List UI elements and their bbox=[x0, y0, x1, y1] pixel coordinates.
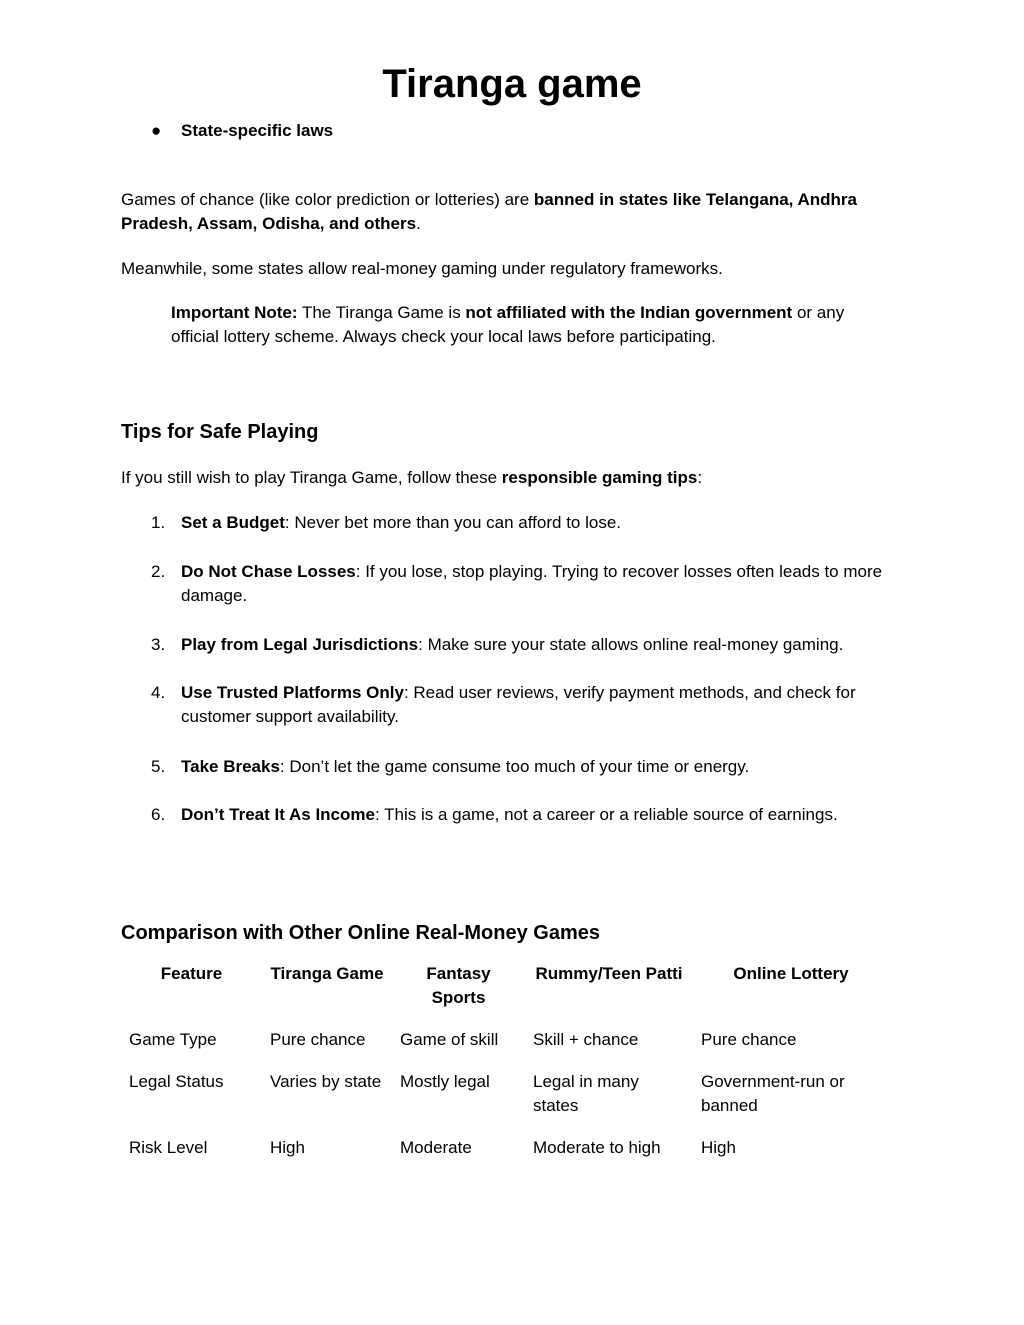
paragraph-regulatory: Meanwhile, some states allow real-money gaming under regulatory frameworks. bbox=[121, 259, 723, 278]
tips-intro-text: If you still wish to play Tiranga Game, follow these bbox=[121, 468, 502, 487]
paragraph-text: Games of chance (like color prediction or lotteries) are bbox=[121, 190, 534, 209]
list-item-text: : This is a game, not a career or a reliable source of earnings. bbox=[374, 805, 838, 824]
table-cell: Mostly legal bbox=[400, 1072, 490, 1091]
table-row bbox=[121, 1028, 889, 1070]
list-item bbox=[121, 511, 911, 535]
table-row bbox=[121, 1070, 889, 1136]
important-note bbox=[171, 301, 871, 349]
table-cell: Pure chance bbox=[270, 1030, 366, 1049]
list-number: 6. bbox=[151, 805, 166, 824]
tips-intro bbox=[121, 466, 911, 490]
note-bold: not affiliated with the Indian government bbox=[465, 303, 793, 322]
column-header: Feature bbox=[160, 964, 223, 983]
list-number: 5. bbox=[151, 757, 166, 776]
table-cell: Legal in many states bbox=[533, 1072, 639, 1115]
list-number: 3. bbox=[151, 635, 166, 654]
comparison-heading: Comparison with Other Online Real-Money Games bbox=[121, 922, 600, 944]
table-cell: Pure chance bbox=[701, 1030, 797, 1049]
column-header: Tiranga Game bbox=[270, 964, 384, 983]
bullet-item bbox=[151, 120, 333, 142]
column-header: Fantasy Sports bbox=[426, 964, 491, 1007]
list-item bbox=[121, 803, 911, 827]
note-label: Important Note: bbox=[171, 303, 298, 322]
list-number: 1. bbox=[151, 513, 166, 532]
bullet-icon: ● bbox=[151, 121, 162, 140]
list-item-text: : If you lose, stop playing. Trying to recover losses often leads to more damage. bbox=[181, 562, 883, 605]
table-cell: Legal Status bbox=[129, 1072, 224, 1091]
column-header: Rummy/Teen Patti bbox=[535, 964, 683, 983]
list-number: 2. bbox=[151, 562, 166, 581]
table-cell: Varies by state bbox=[270, 1072, 382, 1091]
table-cell: High bbox=[701, 1138, 736, 1157]
table-cell: Skill + chance bbox=[533, 1030, 639, 1049]
table-cell: Moderate bbox=[400, 1138, 472, 1157]
list-item-title: Do Not Chase Losses bbox=[181, 562, 356, 581]
paragraph-bold: banned in states like Telangana, Andhra Pradesh, Assam, Odisha, and others bbox=[121, 190, 857, 233]
table-cell: Government-run or banned bbox=[701, 1072, 845, 1115]
list-item-text: : Never bet more than you can afford to lose. bbox=[284, 513, 622, 532]
list-item-title: Play from Legal Jurisdictions bbox=[181, 635, 419, 654]
page-title: Tiranga game bbox=[382, 62, 642, 106]
list-item bbox=[121, 755, 911, 779]
list-item bbox=[121, 681, 911, 729]
table-header-row bbox=[121, 962, 889, 1028]
list-item-title: Take Breaks bbox=[181, 757, 280, 776]
list-item-title: Use Trusted Platforms Only bbox=[181, 683, 404, 702]
table-cell: Risk Level bbox=[129, 1138, 208, 1157]
list-number: 4. bbox=[151, 683, 166, 702]
table-row bbox=[121, 1136, 889, 1178]
tips-intro-bold: responsible gaming tips bbox=[501, 468, 698, 487]
bullet-label: State-specific laws bbox=[181, 121, 334, 140]
table-cell: Game Type bbox=[129, 1030, 217, 1049]
comparison-table bbox=[121, 962, 889, 1178]
table-cell: Moderate to high bbox=[533, 1138, 661, 1157]
list-item-title: Set a Budget bbox=[181, 513, 285, 532]
table-cell: High bbox=[270, 1138, 305, 1157]
tips-heading: Tips for Safe Playing bbox=[121, 421, 319, 443]
list-item-text: : Make sure your state allows online real-money gaming. bbox=[418, 635, 844, 654]
tips-intro-end: : bbox=[697, 468, 703, 487]
note-text-end: or any official lottery scheme. Always check your local laws before participating. bbox=[171, 303, 845, 346]
paragraph-banned-states bbox=[121, 188, 911, 236]
note-text: The Tiranga Game is bbox=[297, 303, 466, 322]
list-item bbox=[121, 560, 911, 608]
list-item-text: : Don’t let the game consume too much of your time or energy. bbox=[279, 757, 750, 776]
list-item-title: Don’t Treat It As Income bbox=[181, 805, 375, 824]
paragraph-text-end: . bbox=[416, 214, 421, 233]
list-item-text: : Read user reviews, verify payment methods, and check for customer support availability. bbox=[181, 683, 856, 726]
column-header: Online Lottery bbox=[733, 964, 849, 983]
table-cell: Game of skill bbox=[400, 1030, 499, 1049]
list-item bbox=[121, 633, 911, 657]
